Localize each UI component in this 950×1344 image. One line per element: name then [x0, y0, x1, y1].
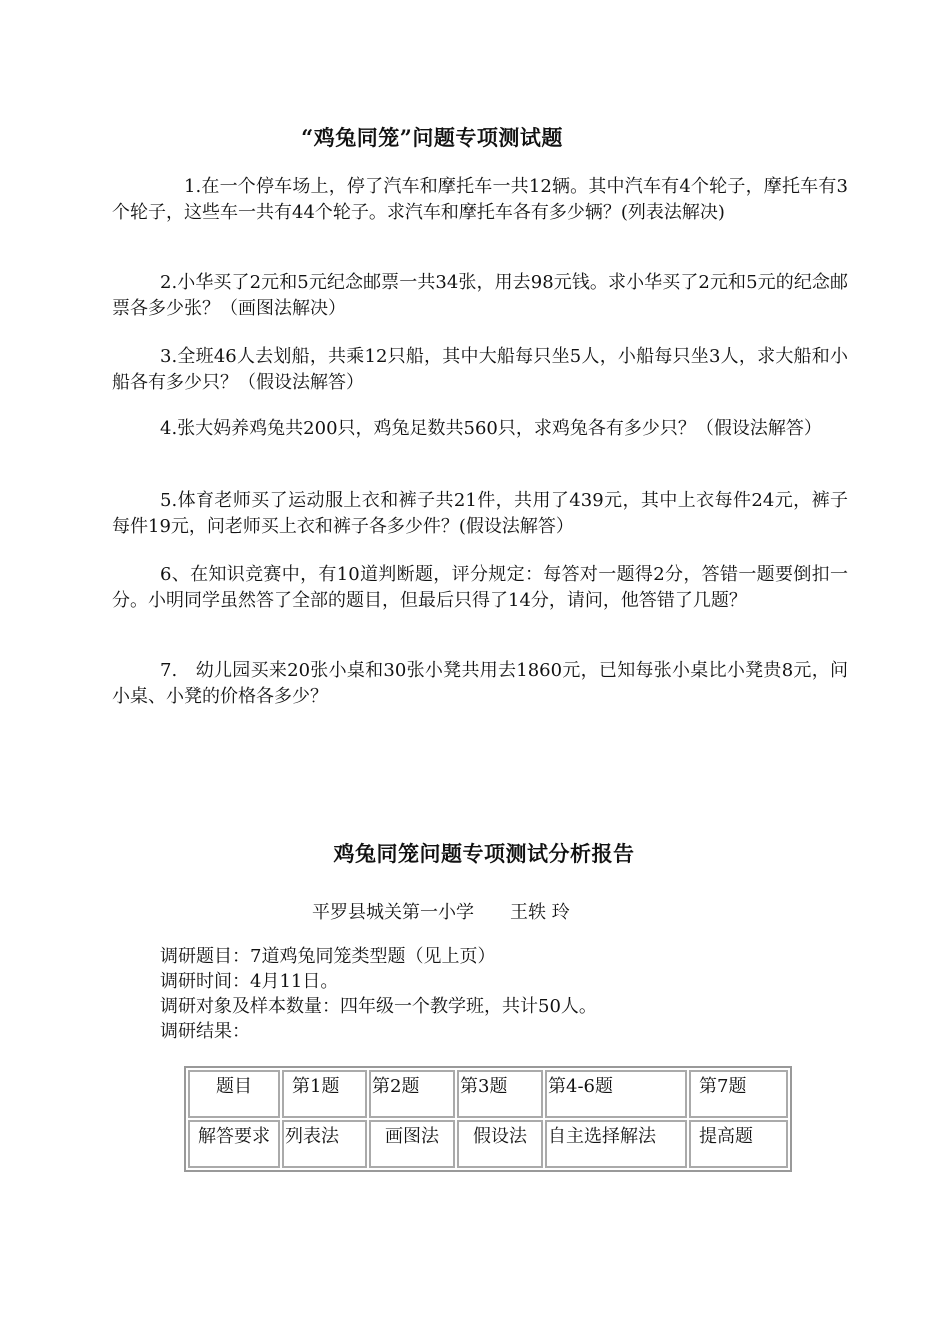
table-cell: 第2题 [369, 1070, 455, 1118]
question-7: 7. 幼儿园买来20张小桌和30张小凳共用去1860元，已知每张小桌比小凳贵8元，问小桌、小凳的价格各多少？ [112, 660, 848, 707]
table-cell: 自主选择解法 [545, 1120, 687, 1168]
table-cell: 画图法 [369, 1120, 455, 1168]
question-4: 4.张大妈养鸡兔共200只，鸡兔足数共560只，求鸡兔各有多少只？（假设法解答） [160, 418, 822, 439]
survey-date: 调研时间：4月11日。 [160, 971, 339, 992]
table-cell: 解答要求 [188, 1120, 280, 1168]
survey-sample: 调研对象及样本数量：四年级一个教学班，共计50人。 [160, 996, 597, 1017]
table-header-row [188, 1070, 788, 1118]
table-row [188, 1120, 788, 1168]
question-2: 2.小华买了2元和5元纪念邮票一共34张，用去98元钱。求小华买了2元和5元的纪念邮票各多少张？（画图法解决） [112, 272, 848, 319]
author-name: 王轶 玲 [510, 902, 570, 923]
report-title: 鸡兔同笼问题专项测试分析报告 [333, 841, 635, 866]
question-1: 1.在一个停车场上，停了汽车和摩托车一共12辆。其中汽车有4个轮子，摩托车有3个轮子，这些车一共有44个轮子。求汽车和摩托车各有多少辆？(列表法解决) [112, 176, 848, 223]
author-line [312, 898, 570, 924]
question-3: 3.全班46人去划船，共乘12只船，其中大船每只坐5人，小船每只坐3人，求大船和小船各有多少只？（假设法解答） [112, 346, 848, 393]
table-cell: 提高题 [689, 1120, 788, 1168]
table-cell: 第3题 [457, 1070, 543, 1118]
question-6: 6、在知识竞赛中，有10道判断题，评分规定：每答对一题得2分，答错一题要倒扣一分。小明同学虽然答了全部的题目，但最后只得了14分，请问，他答错了几题？ [112, 564, 848, 611]
survey-topic: 调研题目：7道鸡兔同笼类型题（见上页） [160, 946, 496, 967]
table-cell: 第7题 [689, 1070, 788, 1118]
table-cell: 第1题 [282, 1070, 367, 1118]
table-cell: 题目 [188, 1070, 280, 1118]
table-cell: 列表法 [282, 1120, 367, 1168]
result-table [184, 1066, 792, 1172]
table-cell: 第4-6题 [545, 1070, 687, 1118]
school-name: 平罗县城关第一小学 [312, 902, 474, 923]
test-title: “鸡兔同笼”问题专项测试题 [301, 125, 563, 150]
survey-info [160, 944, 597, 1044]
survey-result-label: 调研结果： [160, 1021, 250, 1042]
question-5: 5.体育老师买了运动服上衣和裤子共21件，共用了439元，其中上衣每件24元，裤子每件19元，问老师买上衣和裤子各多少件？(假设法解答） [112, 490, 848, 537]
table-cell: 假设法 [457, 1120, 543, 1168]
